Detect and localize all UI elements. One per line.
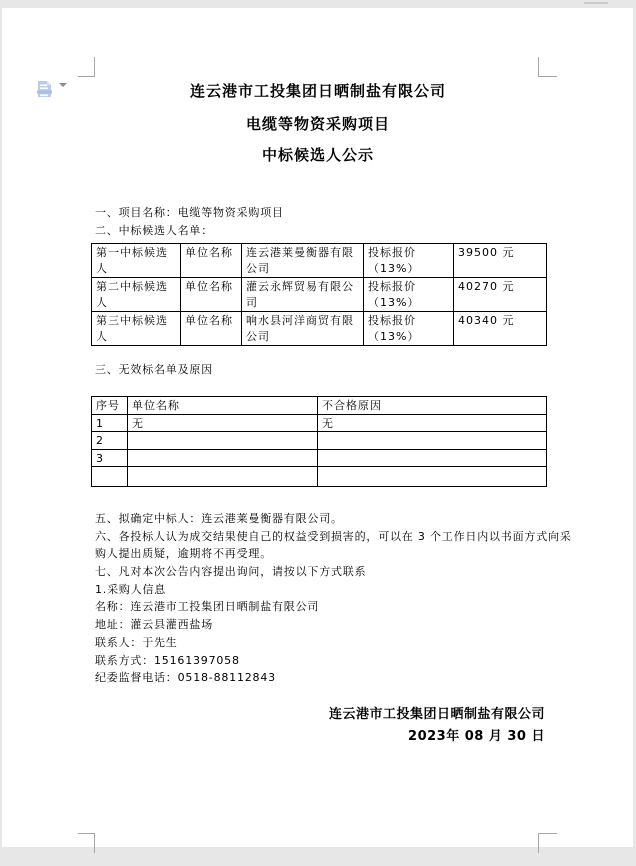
table-row [92, 244, 547, 278]
price-cell: 39500 元 [454, 244, 547, 278]
doc-line: 纪委监督电话：0518-88112843 [95, 671, 276, 685]
doc-line: 五、拟确定中标人：连云港莱曼衡器有限公司。 [95, 512, 343, 525]
price-cell: 40270 元 [454, 278, 547, 312]
rank-cell: 第一中标候选人 [92, 244, 181, 278]
unit-label-cell: 单位名称 [181, 244, 242, 278]
doc-line: 地址：灌云县灌西盐场 [95, 618, 213, 632]
table-row [92, 449, 547, 467]
table-row [92, 278, 547, 312]
unit-label-cell: 单位名称 [181, 278, 242, 312]
price-label-cell: 投标报价（13%） [364, 312, 454, 346]
table-row [92, 467, 547, 487]
no-cell: 2 [92, 432, 128, 450]
price-label-cell: 投标报价（13%） [364, 278, 454, 312]
company-cell: 连云港莱曼衡器有限公司 [242, 244, 364, 278]
candidate-table [91, 243, 547, 346]
no-cell: 1 [92, 414, 128, 432]
company-cell: 响水县河洋商贸有限公司 [242, 312, 364, 346]
margin-crop-mark-bottom-right [538, 833, 557, 853]
reason-cell [318, 449, 547, 467]
header-no: 序号 [92, 397, 128, 415]
rank-cell: 第三中标候选人 [92, 312, 181, 346]
company-cell: 灌云永辉贸易有限公司 [242, 278, 364, 312]
doc-line: 六、各投标人认为成交结果使自己的权益受到损害的，可以在 3 个工作日内以书面方式向采 [95, 529, 572, 543]
doc-line: 购人提出质疑，逾期将不再受理。 [95, 547, 272, 561]
reason-cell [318, 432, 547, 450]
line-invalid-heading: 三、无效标名单及原因 [95, 363, 213, 376]
signature-date: 2023年 08 月 30 日 [408, 729, 545, 744]
table-row [92, 312, 547, 346]
top-right-ui-line [584, 2, 608, 4]
price-cell: 40340 元 [454, 312, 547, 346]
doc-title-project: 电缆等物资采购项目 [245, 115, 390, 133]
doc-title-announcement: 中标候选人公示 [261, 146, 374, 164]
reason-cell [318, 467, 547, 487]
price-label-cell: 投标报价（13%） [364, 244, 454, 278]
signature-company: 连云港市工投集团日晒制盐有限公司 [328, 707, 545, 722]
doc-line: 名称：连云港市工投集团日晒制盐有限公司 [95, 600, 320, 614]
reason-cell: 无 [318, 414, 547, 432]
no-cell: 3 [92, 449, 128, 467]
line-candidate-list-heading: 二、中标候选人名单： [95, 224, 213, 237]
doc-line: 1.采购人信息 [95, 582, 167, 596]
no-cell [92, 467, 128, 487]
table-row [92, 414, 547, 432]
doc-line: 联系人：于先生 [95, 635, 178, 649]
doc-line: 七、凡对本次公告内容提出询问，请按以下方式联系 [95, 565, 367, 579]
doc-line: 联系方式：15161397058 [95, 653, 240, 667]
table-header-row [92, 397, 547, 415]
margin-crop-mark-top-right [538, 57, 557, 77]
margin-crop-mark-top-left [78, 57, 95, 77]
doc-title-company: 连云港市工投集团日晒制盐有限公司 [189, 82, 446, 100]
rank-cell: 第二中标候选人 [92, 278, 181, 312]
unit-label-cell: 单位名称 [181, 312, 242, 346]
unit-cell [128, 432, 318, 450]
unit-cell: 无 [128, 414, 318, 432]
margin-crop-mark-bottom-left [78, 833, 95, 853]
line-project-name: 一、项目名称：电缆等物资采购项目 [95, 206, 284, 219]
invalid-bid-table [91, 396, 547, 487]
header-unit: 单位名称 [128, 397, 318, 415]
unit-cell [128, 467, 318, 487]
table-row [92, 432, 547, 450]
header-reason: 不合格原因 [318, 397, 547, 415]
unit-cell [128, 449, 318, 467]
body-paragraphs [95, 510, 572, 687]
